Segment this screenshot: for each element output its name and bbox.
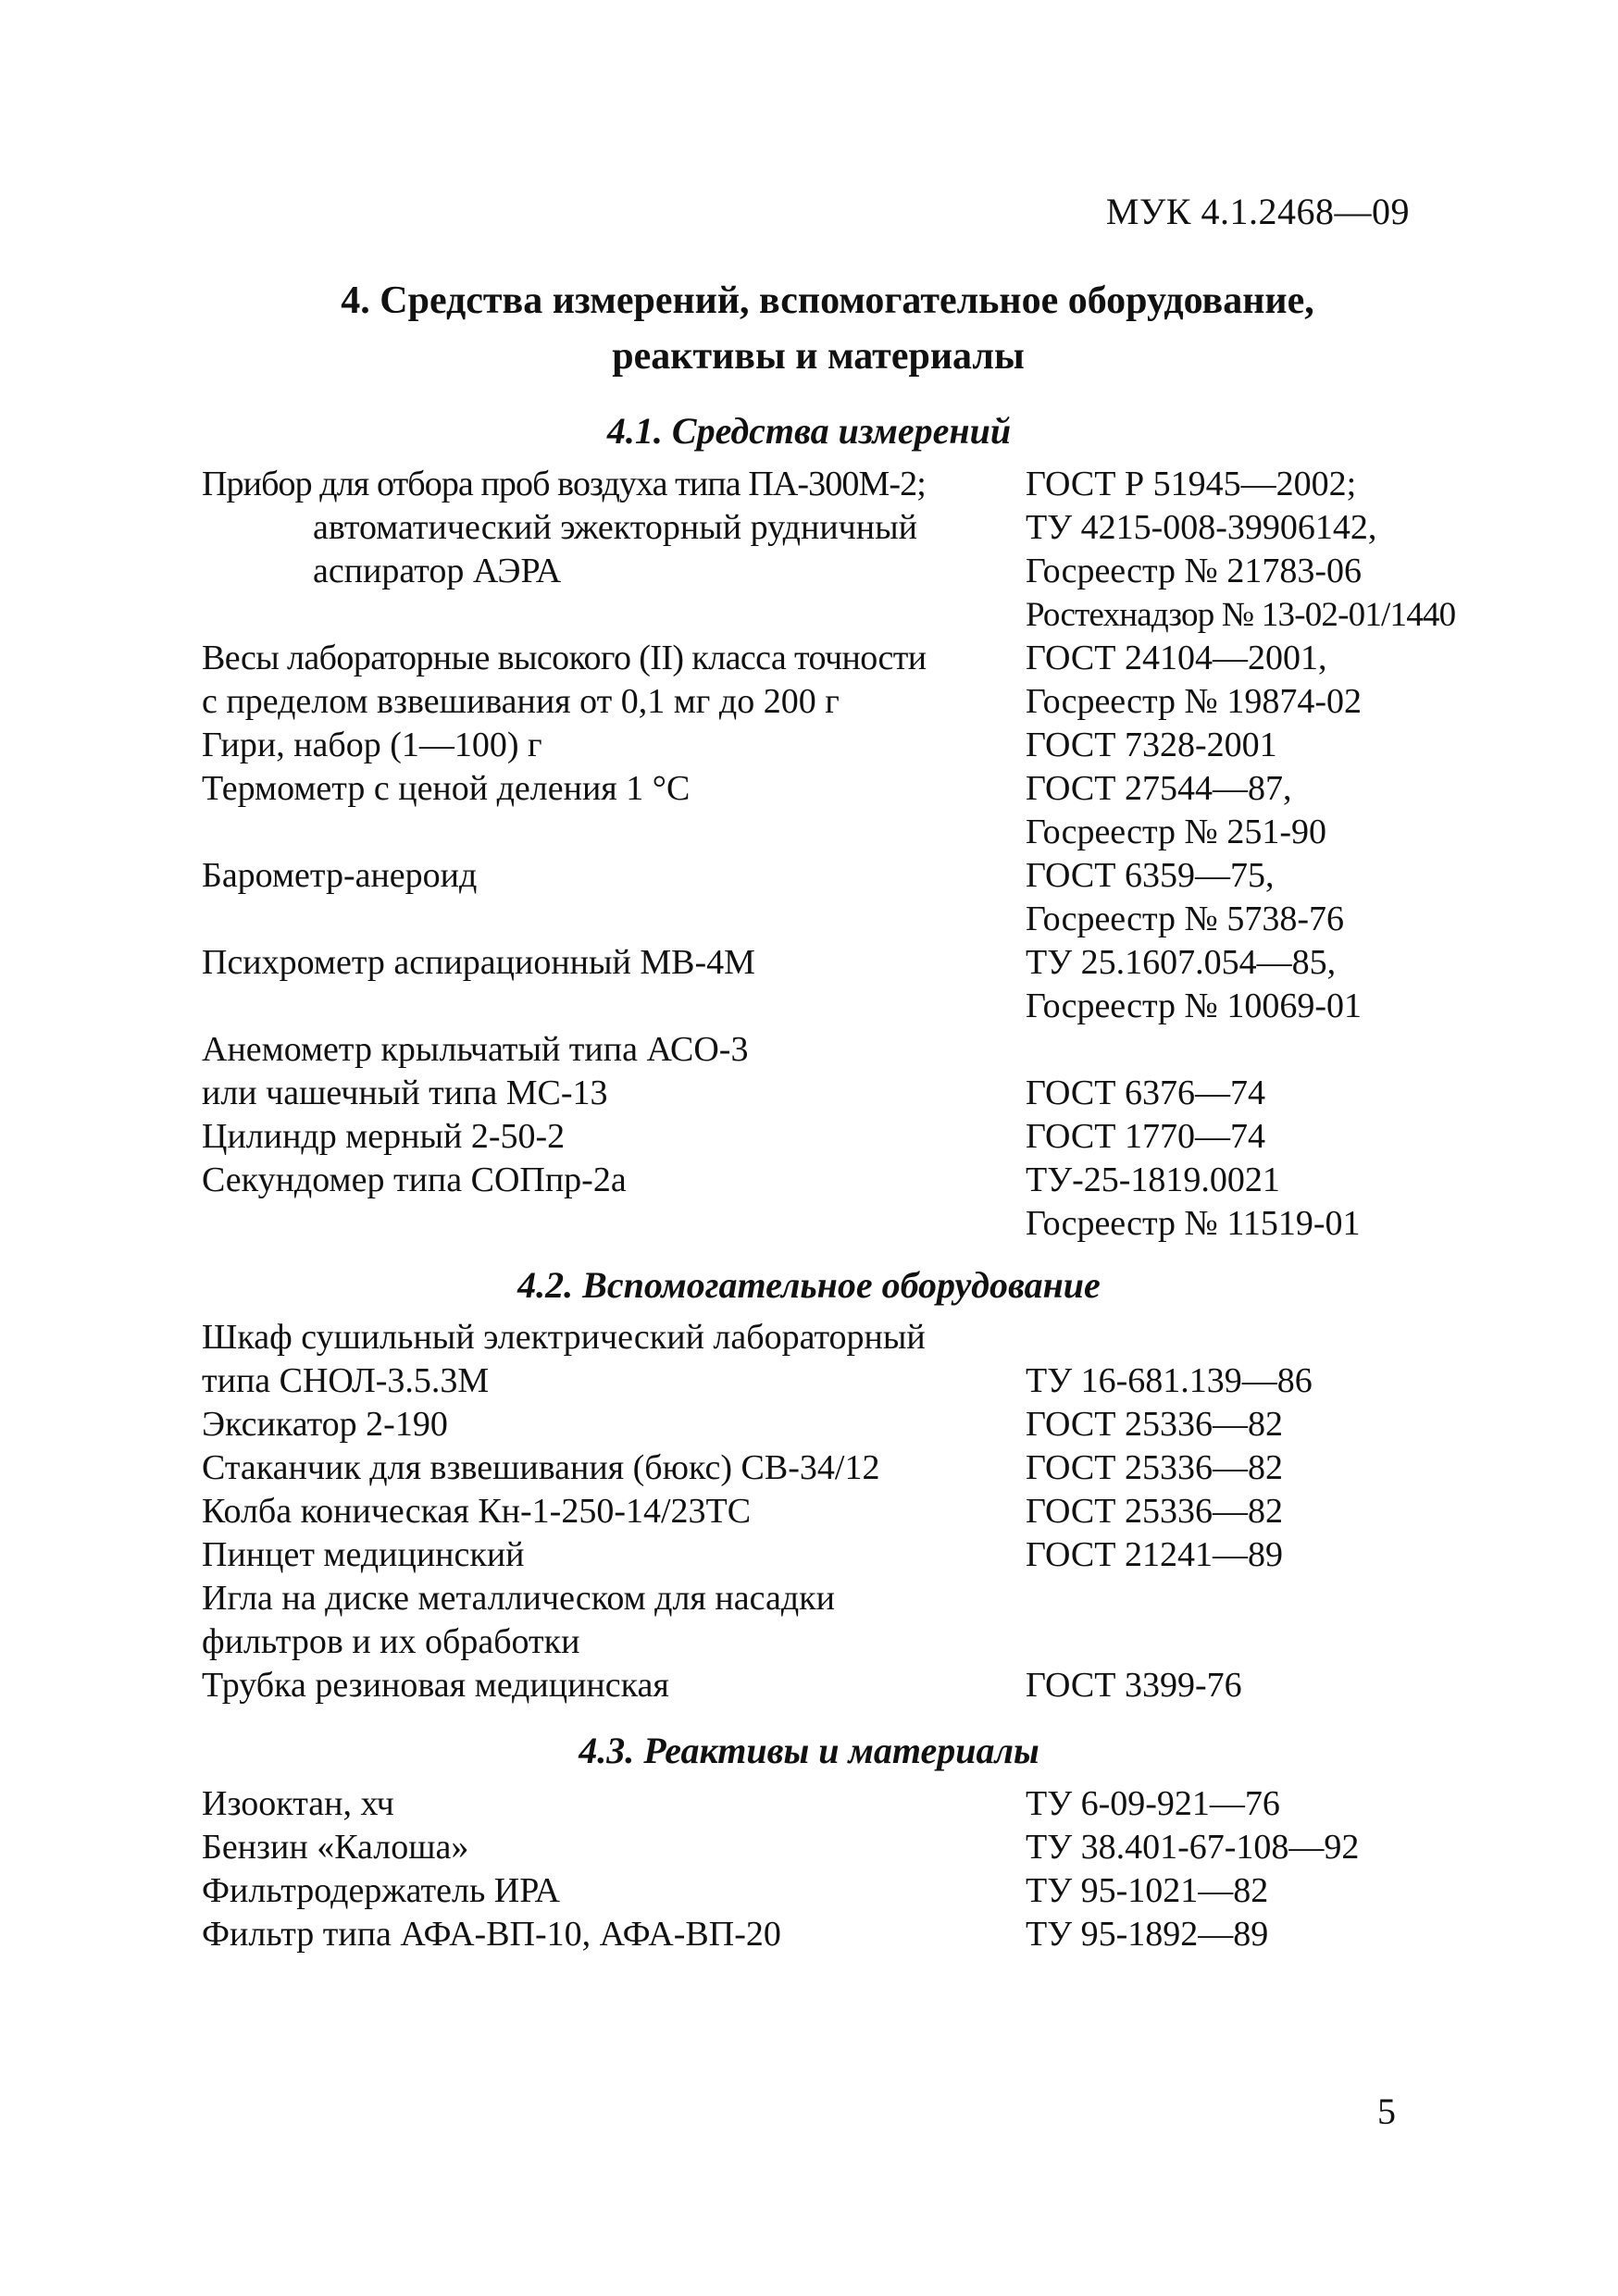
item-name: или чашечный типа МС-13 xyxy=(202,1074,608,1112)
list-item xyxy=(202,1664,1498,1707)
item-name: Прибор для отбора проб воздуха типа ПА-300М-2; xyxy=(202,465,926,503)
item-name xyxy=(202,593,1026,637)
item-name: Колба коническая Кн-1-250-14/23ТС xyxy=(202,1492,752,1531)
item-name xyxy=(202,985,1026,1028)
item-name: с пределом взвешивания от 0,1 мг до 200 г xyxy=(202,682,840,721)
item-standard: ТУ 95-1892—89 xyxy=(1026,1915,1269,1954)
item-standard: Госреестр № 11519-01 xyxy=(1026,1204,1361,1243)
item-standard: ГОСТ 25336—82 xyxy=(1026,1405,1283,1444)
item-standard: ТУ 4215-008-39906142, xyxy=(1026,508,1377,547)
item-standard: Госреестр № 5738-76 xyxy=(1026,900,1344,938)
item-name: Гири, набор (1—100) г xyxy=(202,726,542,764)
page-title xyxy=(0,273,1618,384)
document-code: МУК 4.1.2468—09 xyxy=(1105,191,1410,232)
item-standard: ГОСТ 6376—74 xyxy=(1026,1074,1265,1112)
item-standard: ГОСТ 24104—2001, xyxy=(1026,639,1327,677)
item-name: Анемометр крыльчатый типа АСО-3 xyxy=(202,1030,749,1069)
item-standard: ГОСТ 21241—89 xyxy=(1026,1535,1283,1574)
list-item xyxy=(202,1869,1498,1913)
item-standard: ТУ 16-681.139—86 xyxy=(1026,1361,1313,1400)
list-item xyxy=(202,680,1498,724)
list-item xyxy=(202,898,1498,941)
list-item xyxy=(202,593,1498,637)
item-name: Шкаф сушильный электрический лабораторный xyxy=(202,1318,926,1357)
list-item xyxy=(202,637,1498,680)
section-title-measuring-instruments: 4.1. Средства измерений xyxy=(606,410,1012,452)
auxiliary-equipment-list xyxy=(202,1316,1498,1707)
item-standard xyxy=(1026,1316,1498,1359)
item-standard: ГОСТ 1770—74 xyxy=(1026,1117,1265,1156)
item-standard: ГОСТ 25336—82 xyxy=(1026,1492,1283,1531)
item-name: Термометр с ценой деления 1 °С xyxy=(202,769,691,808)
item-standard xyxy=(1026,1620,1498,1664)
item-name: Фильтродержатель ИРА xyxy=(202,1871,560,1910)
list-item xyxy=(202,811,1498,854)
item-name: Трубка резиновая медицинская xyxy=(202,1666,669,1705)
list-item xyxy=(202,724,1498,767)
item-standard: ГОСТ 27544—87, xyxy=(1026,769,1292,808)
item-standard: ГОСТ 7328-2001 xyxy=(1026,726,1277,764)
page-title-line-1: 4. Средства измерений, вспомогательное оборудование, xyxy=(341,279,1314,322)
list-item xyxy=(202,1159,1498,1202)
list-item xyxy=(202,854,1498,898)
section-title-reagents-materials: 4.3. Реактивы и материалы xyxy=(579,1730,1039,1771)
list-item xyxy=(202,1782,1498,1826)
list-item xyxy=(202,1577,1498,1620)
item-standard: Госреестр № 21783-06 xyxy=(1026,552,1362,590)
list-item xyxy=(202,767,1498,811)
list-item xyxy=(202,1115,1498,1159)
item-standard xyxy=(1026,1028,1498,1072)
item-name: Психрометр аспирационный МВ-4М xyxy=(202,943,755,982)
list-item xyxy=(202,1533,1498,1577)
item-name: аспиратор АЭРА xyxy=(313,552,562,590)
item-name: типа СНОЛ-3.5.3М xyxy=(202,1361,490,1400)
list-item xyxy=(202,506,1498,550)
item-standard: Ростехнадзор № 13-02-01/1440 xyxy=(1026,596,1456,634)
list-item xyxy=(202,1072,1498,1115)
list-item xyxy=(202,1316,1498,1359)
item-name: Изооктан, хч xyxy=(202,1784,394,1823)
item-name: Цилиндр мерный 2-50-2 xyxy=(202,1117,566,1156)
page-title-line-2: реактивы и материалы xyxy=(612,335,1025,378)
item-standard: Госреестр № 19874-02 xyxy=(1026,682,1362,721)
page-number: 5 xyxy=(1377,2091,1396,2132)
item-standard xyxy=(1026,1577,1498,1620)
item-name: Секундомер типа СОПпр-2а xyxy=(202,1160,627,1199)
reagents-materials-list xyxy=(202,1782,1498,1956)
list-item xyxy=(202,1028,1498,1072)
item-standard: ТУ 25.1607.054—85, xyxy=(1026,943,1337,982)
list-item xyxy=(202,1490,1498,1533)
item-name: Весы лабораторные высокого (II) класса точности xyxy=(202,639,927,677)
item-name: Бензин «Калоша» xyxy=(202,1828,469,1867)
list-item xyxy=(202,1620,1498,1664)
item-name: фильтров и их обработки xyxy=(202,1622,580,1661)
item-standard: Госреестр № 251-90 xyxy=(1026,813,1326,851)
item-name: Эксикатор 2-190 xyxy=(202,1405,448,1444)
section-title-auxiliary-equipment: 4.2. Вспомогательное оборудование xyxy=(517,1264,1101,1306)
item-name: Игла на диске металлическом для насадки xyxy=(202,1579,835,1618)
list-item xyxy=(202,1202,1498,1246)
item-name: Пинцет медицинский xyxy=(202,1535,525,1574)
item-name xyxy=(202,898,1026,941)
item-standard: ТУ 95-1021—82 xyxy=(1026,1871,1269,1910)
list-item xyxy=(202,550,1498,593)
item-name: Стаканчик для взвешивания (бюкс) СВ-34/12 xyxy=(202,1448,880,1487)
item-name: Барометр-анероид xyxy=(202,856,478,895)
item-name xyxy=(202,1202,1026,1246)
item-standard: ГОСТ 25336—82 xyxy=(1026,1448,1283,1487)
item-name: Фильтр типа АФА-ВП-10, АФА-ВП-20 xyxy=(202,1915,781,1954)
item-standard: ГОСТ 6359—75, xyxy=(1026,856,1275,895)
list-item xyxy=(202,1403,1498,1446)
list-item xyxy=(202,1826,1498,1869)
list-item xyxy=(202,1359,1498,1403)
item-standard: Госреестр № 10069-01 xyxy=(1026,987,1362,1025)
item-standard: ТУ 6-09-921—76 xyxy=(1026,1784,1280,1823)
item-standard: ГОСТ Р 51945—2002; xyxy=(1026,465,1357,503)
item-standard: ТУ-25-1819.0021 xyxy=(1026,1160,1280,1199)
list-item xyxy=(202,985,1498,1028)
list-item xyxy=(202,1913,1498,1956)
item-standard: ТУ 38.401-67-108—92 xyxy=(1026,1828,1360,1867)
item-name xyxy=(202,811,1026,854)
item-name: автоматический эжекторный рудничный xyxy=(313,508,917,547)
list-item xyxy=(202,941,1498,985)
item-standard: ГОСТ 3399-76 xyxy=(1026,1666,1242,1705)
list-item xyxy=(202,463,1498,506)
measuring-instruments-list xyxy=(202,463,1498,1246)
list-item xyxy=(202,1446,1498,1490)
